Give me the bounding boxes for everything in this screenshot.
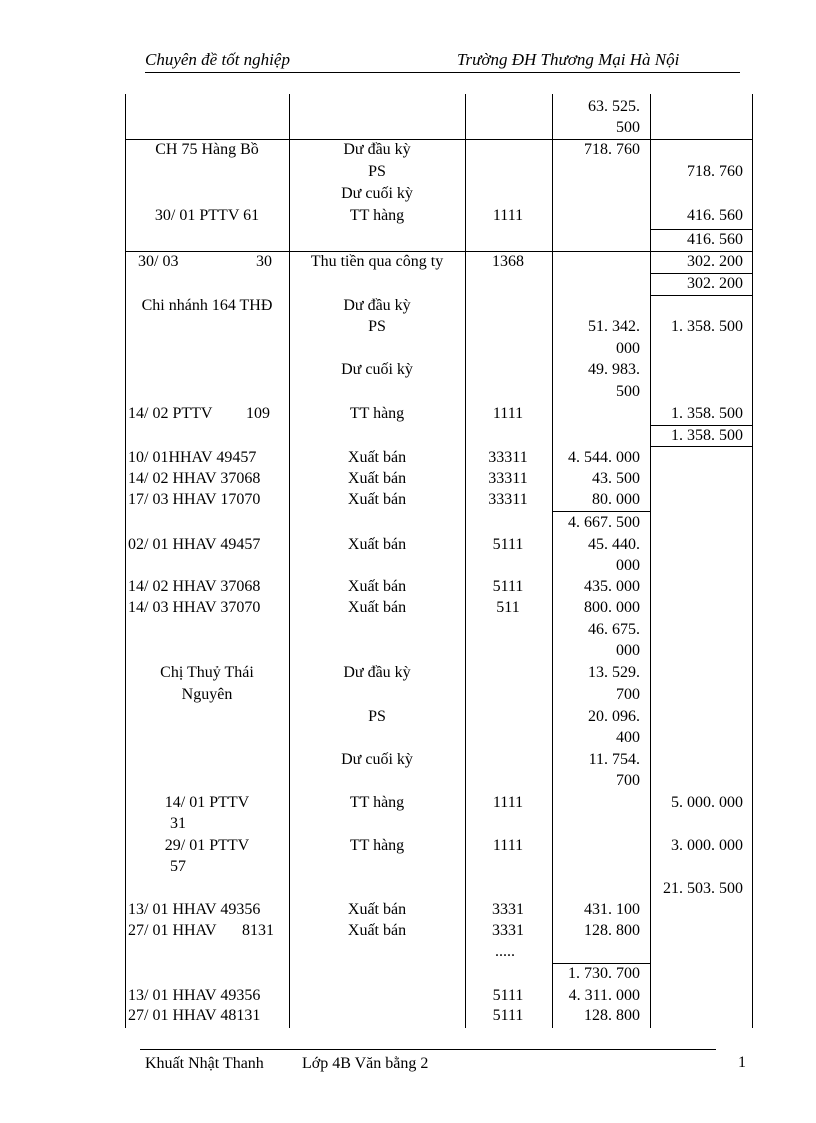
debit-cell: 49. 983. [588, 361, 640, 378]
acct-cell: 5111 [492, 578, 524, 595]
debit-cell: 718. 760 [584, 141, 640, 158]
doc-cell: 14/ 03 HHAV 37070 [128, 599, 261, 616]
doc-cell: 14/ 02 HHAV 37068 [128, 470, 261, 487]
total-rule [650, 295, 752, 296]
desc-cell: Xuất bán [347, 901, 407, 918]
class-label: Lớp 4B Văn bằng 2 [302, 1055, 429, 1072]
column-rule [125, 94, 126, 1028]
credit-cell: 302. 200 [687, 253, 743, 270]
desc-cell: PS [368, 318, 386, 335]
doc-cell: 14/ 01 PTTV [164, 794, 250, 811]
header-right-title: Trường ĐH Thương Mại Hà Nội [457, 50, 680, 69]
acct-cell: ..... [495, 943, 515, 960]
total-rule [650, 446, 752, 447]
header-left-title: Chuyên đề tốt nghiệp [145, 50, 290, 69]
desc-cell: PS [368, 163, 386, 180]
credit-cell: 3. 000. 000 [671, 837, 743, 854]
credit-cell: 1. 358. 500 [671, 318, 743, 335]
debit-cell: 800. 000 [584, 599, 640, 616]
desc-cell: Xuất bán [347, 470, 407, 487]
desc-cell: Dư cuối kỳ [341, 185, 413, 202]
desc-cell: Xuất bán [347, 449, 407, 466]
debit-cell: 4. 311. 000 [568, 987, 640, 1004]
desc-cell: Xuất bán [347, 491, 407, 508]
doc-cell: 109 [246, 405, 270, 422]
credit-cell: 302. 200 [687, 275, 743, 292]
doc-cell: 14/ 02 HHAV 37068 [128, 578, 261, 595]
desc-cell: TT hàng [349, 405, 405, 422]
doc-cell: 29/ 01 PTTV [164, 837, 250, 854]
desc-cell: Dư đầu kỳ [343, 297, 411, 314]
desc-cell: Xuất bán [347, 922, 407, 939]
doc-cell: 14/ 02 PTTV [128, 405, 213, 422]
debit-cell: 4. 667. 500 [568, 514, 640, 531]
column-rule [289, 94, 290, 1028]
acct-cell: 1111 [492, 794, 524, 811]
acct-cell: 5111 [492, 536, 524, 553]
doc-cell: 30 [256, 253, 272, 270]
acct-cell: 5111 [492, 987, 524, 1004]
desc-cell: Xuất bán [347, 578, 407, 595]
doc-cell: 27/ 01 HHAV 48131 [128, 1007, 261, 1024]
acct-cell: 5111 [492, 1007, 524, 1024]
debit-cell: 4. 544. 000 [568, 449, 640, 466]
acct-cell: 1111 [492, 405, 524, 422]
acct-cell: 1368 [492, 253, 524, 270]
doc-cell: 02/ 01 HHAV 49457 [128, 536, 261, 553]
doc-cell: Chị Thuỷ Thái [160, 664, 254, 681]
acct-cell: 1111 [492, 207, 524, 224]
doc-cell: 30/ 01 PTTV 61 [154, 207, 260, 224]
column-rule [552, 94, 553, 1028]
column-rule [650, 94, 651, 1028]
doc-cell: 10/ 01HHAV 49457 [128, 449, 257, 466]
doc-cell: Chi nhánh 164 THĐ [141, 297, 273, 314]
debit-cell: 20. 096. [588, 708, 640, 725]
page-header [145, 48, 740, 73]
debit-cell: 45. 440. [588, 536, 640, 553]
debit-cell: 000 [616, 642, 640, 659]
debit-cell: 435. 000 [584, 578, 640, 595]
debit-cell: 431. 100 [584, 901, 640, 918]
acct-cell: 1111 [492, 837, 524, 854]
debit-cell: 51. 342. [588, 318, 640, 335]
acct-cell: 511 [496, 599, 520, 616]
desc-cell: Dư cuối kỳ [341, 361, 413, 378]
debit-cell: 000 [616, 340, 640, 357]
acct-cell: 3331 [492, 922, 524, 939]
debit-cell: 400 [616, 729, 640, 746]
desc-cell: PS [368, 708, 386, 725]
desc-cell: TT hàng [349, 207, 405, 224]
desc-cell: Dư cuối kỳ [341, 751, 413, 768]
debit-cell: 80. 000 [592, 491, 640, 508]
credit-cell: 1. 358. 500 [671, 405, 743, 422]
doc-cell: CH 75 Hàng Bồ [155, 141, 259, 158]
credit-cell: 416. 560 [687, 207, 743, 224]
debit-cell: 500 [616, 119, 640, 136]
desc-cell: Thu tiền qua công ty [310, 253, 444, 270]
debit-cell: 700 [616, 772, 640, 789]
doc-cell: 17/ 03 HHAV 17070 [128, 491, 261, 508]
acct-cell: 33311 [488, 491, 528, 508]
page-footer [145, 1055, 429, 1073]
desc-cell: Dư đầu kỳ [343, 141, 411, 158]
acct-cell: 3331 [492, 901, 524, 918]
debit-cell: 13. 529. [588, 664, 640, 681]
doc-cell: Nguyên [181, 686, 233, 703]
debit-cell: 46. 675. [588, 621, 640, 638]
desc-cell: Dư đầu kỳ [343, 664, 411, 681]
doc-cell: 27/ 01 HHAV [128, 922, 217, 939]
debit-cell: 128. 800 [584, 1007, 640, 1024]
credit-cell: 416. 560 [687, 231, 743, 248]
debit-cell: 43. 500 [592, 470, 640, 487]
column-rule [752, 94, 753, 1028]
page-number: 1 [738, 1054, 746, 1071]
desc-cell: TT hàng [349, 794, 405, 811]
doc-cell: 13/ 01 HHAV 49356 [128, 987, 261, 1004]
credit-cell: 718. 760 [687, 163, 743, 180]
column-rule [465, 94, 466, 1028]
doc-cell: 13/ 01 HHAV 49356 [128, 901, 261, 918]
debit-cell: 63. 525. [588, 98, 640, 115]
debit-cell: 000 [616, 557, 640, 574]
desc-cell: Xuất bán [347, 536, 407, 553]
doc-cell: 57 [170, 858, 186, 875]
desc-cell: TT hàng [349, 837, 405, 854]
debit-cell: 500 [616, 383, 640, 400]
debit-cell: 700 [616, 686, 640, 703]
debit-cell: 11. 754. [588, 751, 640, 768]
doc-cell: 8131 [242, 922, 274, 939]
debit-cell: 1. 730. 700 [568, 965, 640, 982]
acct-cell: 33311 [488, 449, 528, 466]
doc-cell: 30/ 03 [138, 253, 179, 270]
author-name: Khuất Nhật Thanh [145, 1055, 264, 1072]
credit-cell: 1. 358. 500 [671, 427, 743, 444]
footer-rule [140, 1049, 716, 1050]
debit-cell: 128. 800 [584, 922, 640, 939]
credit-cell: 5. 000. 000 [671, 794, 743, 811]
doc-cell: 31 [170, 815, 186, 832]
acct-cell: 33311 [488, 470, 528, 487]
credit-cell: 21. 503. 500 [663, 880, 743, 897]
desc-cell: Xuất bán [347, 599, 407, 616]
